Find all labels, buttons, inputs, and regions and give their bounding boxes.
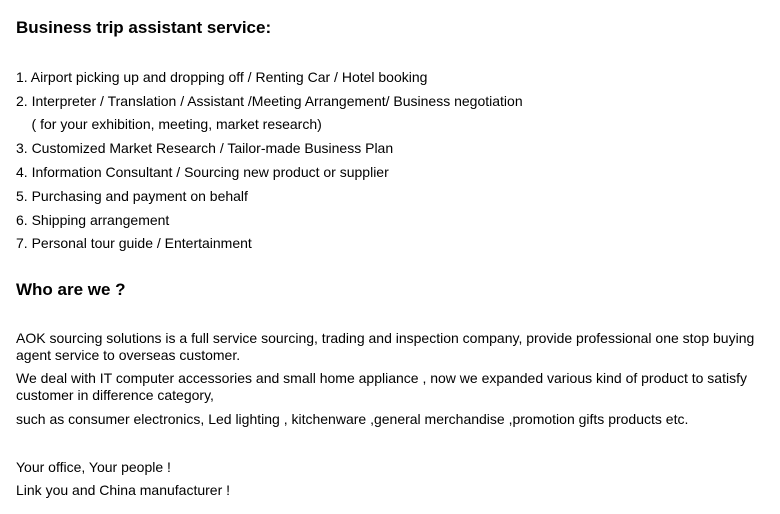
about-paragraph-3: such as consumer electronics, Led lighting , kitchenware ,general merchandise ,promotion gifts products etc.: [16, 411, 689, 427]
service-item-2: 2. Interpreter / Translation / Assistant /Meeting Arrangement/ Business negotiation: [16, 93, 523, 109]
service-item-2-note: ( for your exhibition, meeting, market research): [16, 116, 322, 132]
about-paragraph-1: AOK sourcing solutions is a full service sourcing, trading and inspection company, provide professional one stop buying agent service to overseas customer.: [16, 330, 755, 363]
about-paragraph-2: We deal with IT computer accessories and small home appliance , now we expanded various kind of product to satisfy customer in difference category,: [16, 370, 747, 403]
section-title-who-are-we: Who are we ?: [16, 280, 126, 299]
service-item-4: 4. Information Consultant / Sourcing new product or supplier: [16, 164, 389, 180]
slogan-link-china: Link you and China manufacturer !: [16, 482, 231, 498]
service-item-6: 6. Shipping arrangement: [16, 212, 170, 228]
slogan-your-office: Your office, Your people !: [16, 459, 171, 475]
service-item-5: 5. Purchasing and payment on behalf: [16, 188, 248, 204]
service-item-7: 7. Personal tour guide / Entertainment: [16, 235, 252, 251]
service-item-1: 1. Airport picking up and dropping off / Renting Car / Hotel booking: [16, 69, 428, 85]
section-title-business-trip: Business trip assistant service:: [16, 18, 272, 37]
service-item-3: 3. Customized Market Research / Tailor-made Business Plan: [16, 140, 394, 156]
